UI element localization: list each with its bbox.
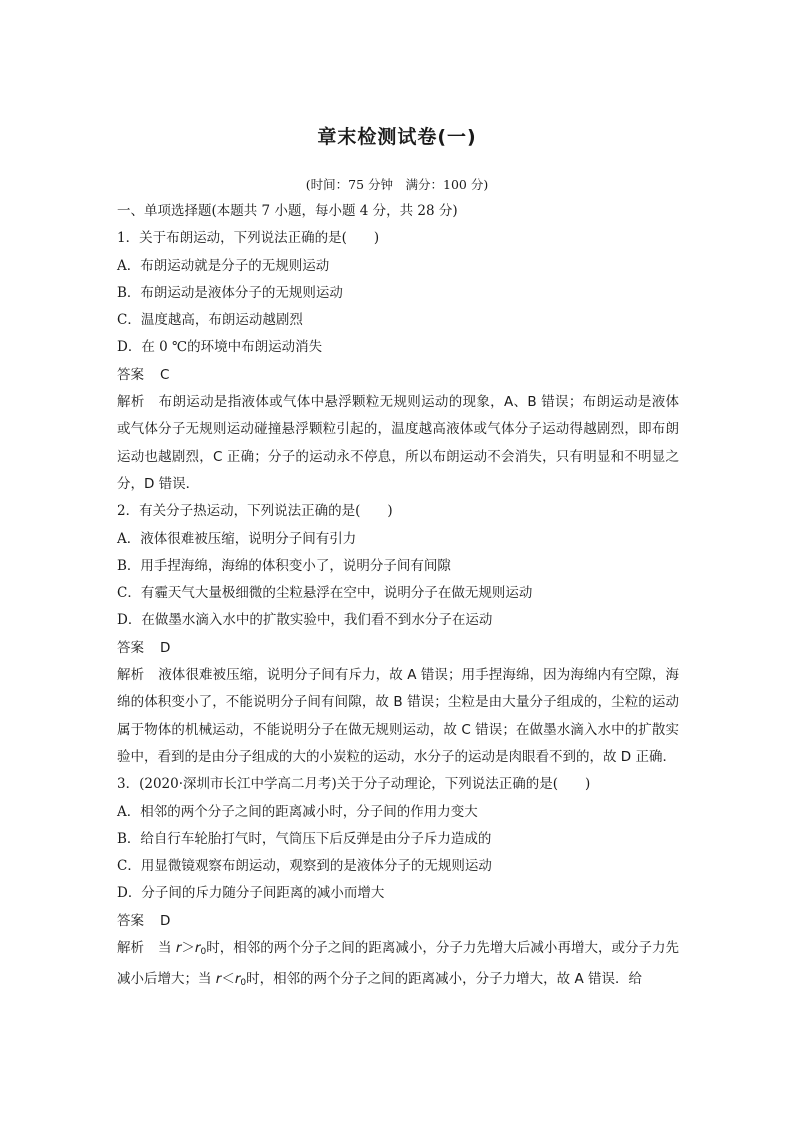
- explanation-text: 液体很难被压缩，说明分子间有斥力，故 A 错误；用手捏海绵，因为海绵内有空隙，海绵的体积变小了，不能说明分子间有间隙，故 B 错误；尘粒是由大量分子组成的，尘粒的运动属于物体的机械运动，不能说明分子在做无规则运动，故 C 错误；在做墨水滴入水中的扩散实验中，看到的是由分子组成的大的小炭粒的运动，水分子的运动是肉眼看不到的，故 D 正确．: [117, 667, 679, 765]
- option-d: D．在做墨水滴入水中的扩散实验中，我们看不到水分子在运动: [117, 612, 493, 629]
- answer-line: [117, 635, 679, 662]
- answer-label: 答案: [117, 639, 144, 656]
- page-title: 章末检测试卷(一): [317, 126, 477, 148]
- option-a: A．相邻的两个分子之间的距离减小时，分子间的作用力变大: [117, 803, 478, 820]
- variable-r: r: [215, 971, 222, 988]
- option-d: D．在 0 ℃的环境中布朗运动消失: [117, 339, 323, 356]
- explanation-text: 布朗运动是指液体或气体中悬浮颗粒无规则运动的现象，A、B 错误；布朗运动是液体或气体分子无规则运动碰撞悬浮颗粒引起的，温度越高液体或气体分子运动得越剧烈，即布朗运动也越剧烈，C 正确；分子的运动永不停息，所以布朗运动不会消失，只有明显和不明显之分，D 错误．: [117, 394, 680, 492]
- explanation: [117, 662, 679, 771]
- content: [117, 198, 679, 998]
- option-a: A．液体很难被压缩，说明分子间有引力: [117, 530, 357, 547]
- option-c: C．温度越高，布朗运动越剧烈: [117, 312, 303, 329]
- answer-value: D: [160, 639, 171, 656]
- variable-r0: r: [194, 940, 201, 957]
- option-b: B．给自行车轮胎打气时，气筒压下后反弹是由分子斥力造成的: [117, 830, 492, 847]
- explanation-text: 当 $r>r_0$时，相邻的两个分子之间的距离减小，分子力先增大后减小再增大，或分子力先减小后增大；当 $r<r_0$时，相邻的两个分子之间的距离减小，分子力增大，故 A 错误．给: [117, 940, 680, 989]
- answer-line: [117, 908, 679, 935]
- section-heading: 一、单项选择题(本题共 7 小题，每小题 4 分，共 28 分): [117, 203, 458, 219]
- explanation: [117, 935, 679, 998]
- option-b: B．布朗运动是液体分子的无规则运动: [117, 284, 343, 301]
- option-b: B．用手捏海绵，海绵的体积变小了，说明分子间有间隙: [117, 557, 451, 574]
- exam-info: (时间：75 分钟 满分：100 分): [305, 177, 489, 192]
- answer-value: D: [160, 912, 171, 929]
- question-stem: 3．(2020·深圳市长江中学高二月考)关于分子动理论，下列说法正确的是( ): [117, 776, 591, 793]
- explanation-label: 解析: [117, 394, 145, 411]
- answer-value: C: [160, 366, 170, 383]
- variable-r: r: [175, 940, 182, 957]
- explanation-label: 解析: [117, 940, 145, 957]
- option-c: C．用显微镜观察布朗运动，观察到的是液体分子的无规则运动: [117, 858, 492, 875]
- question-stem: 1．关于布朗运动，下列说法正确的是( ): [117, 230, 380, 247]
- option-d: D．分子间的斥力随分子间距离的减小而增大: [117, 885, 385, 902]
- question-stem: 2．有关分子热运动，下列说法正确的是( ): [117, 503, 393, 520]
- explanation-label: 解析: [117, 667, 145, 684]
- option-c: C．有霾天气大量极细微的尘粒悬浮在空中，说明分子在做无规则运动: [117, 585, 533, 602]
- option-a: A．布朗运动就是分子的无规则运动: [117, 257, 330, 274]
- answer-line: [117, 362, 679, 389]
- answer-label: 答案: [117, 366, 144, 383]
- variable-r0: r: [234, 971, 241, 988]
- explanation: [117, 389, 679, 498]
- answer-label: 答案: [117, 912, 144, 929]
